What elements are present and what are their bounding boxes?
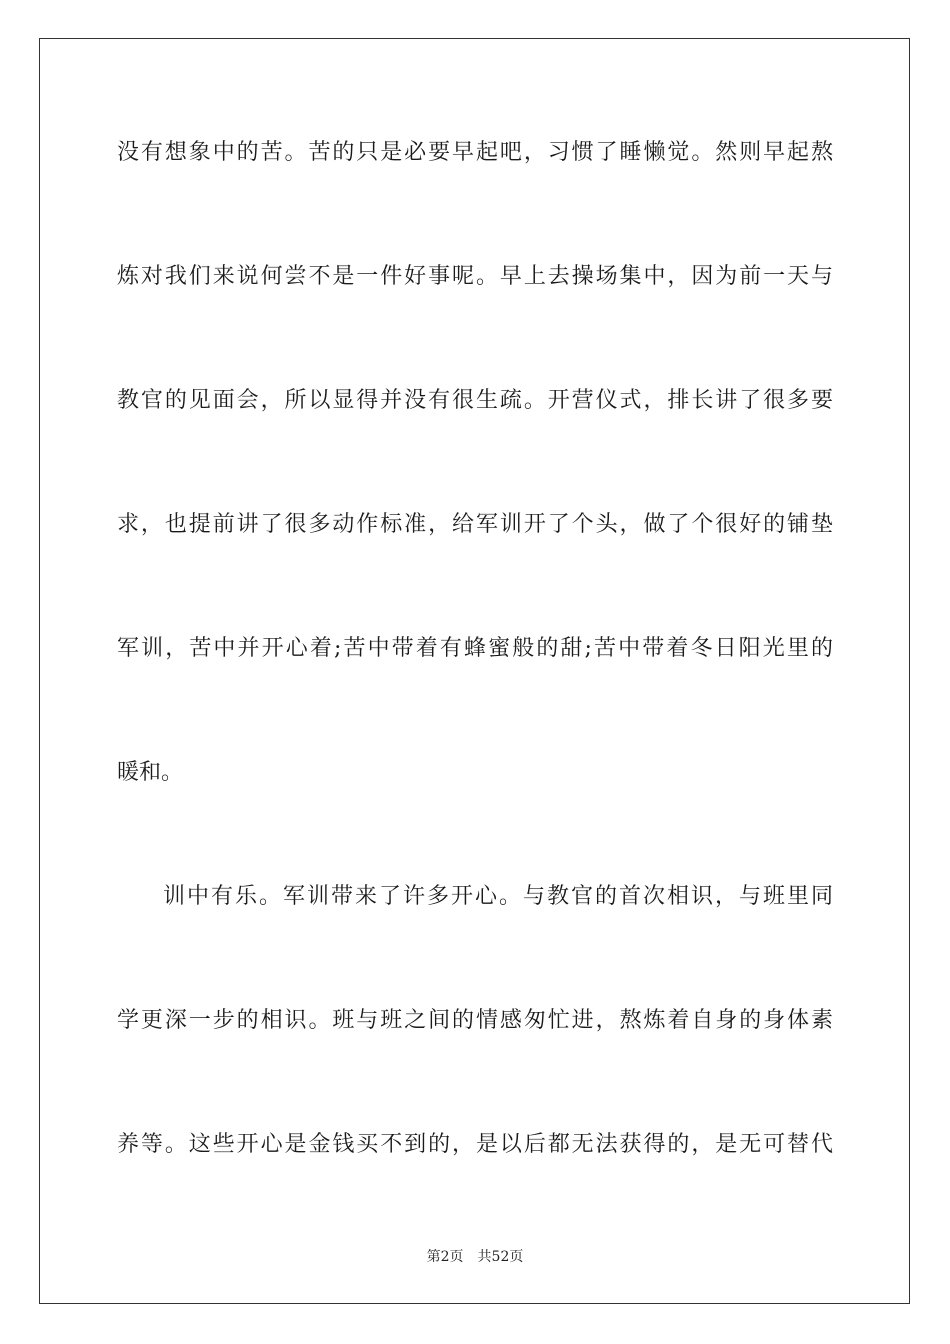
paragraph-line: 暖和。 bbox=[117, 760, 184, 785]
paragraph-line: 教官的见面会，所以显得并没有很生疏。开营仪式，排长讲了很多要 bbox=[117, 388, 833, 413]
page-footer bbox=[0, 1247, 950, 1267]
paragraph-line: 养等。这些开心是金钱买不到的，是以后都无法获得的，是无可替代 bbox=[117, 1132, 833, 1157]
paragraph-line: 没有想象中的苦。苦的只是必要早起吧，习惯了睡懒觉。然则早起熬 bbox=[117, 140, 833, 165]
paragraph-line: 炼对我们来说何尝不是一件好事呢。早上去操场集中，因为前一天与 bbox=[117, 264, 833, 289]
paragraph-line: 学更深一步的相识。班与班之间的情感匆忙进，熬炼着自身的身体素 bbox=[117, 1008, 833, 1033]
paragraph-line: 求，也提前讲了很多动作标准，给军训开了个头，做了个很好的铺垫 bbox=[117, 512, 833, 537]
page-total: 共52页 bbox=[477, 1249, 524, 1265]
paragraph-line: 训中有乐。军训带来了许多开心。与教官的首次相识，与班里同 bbox=[163, 884, 833, 909]
page-border bbox=[39, 38, 910, 1304]
paragraph-line: 军训，苦中并开心着;苦中带着有蜂蜜般的甜;苦中带着冬日阳光里的 bbox=[117, 636, 833, 661]
page-number: 第2页 bbox=[426, 1249, 464, 1265]
